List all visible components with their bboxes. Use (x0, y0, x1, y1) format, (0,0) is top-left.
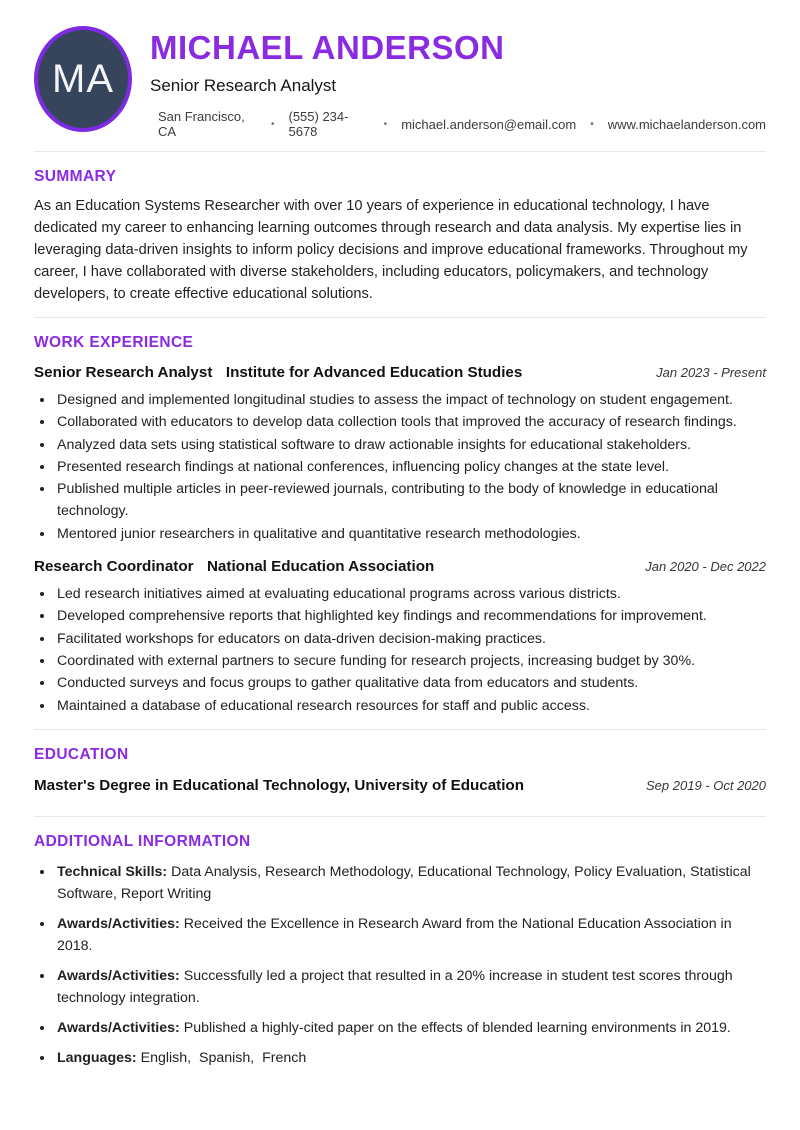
info-item-text: Successfully led a project that resulted in a 20% increase in student test scores through technology integration. (57, 967, 737, 1006)
contact-email: michael.anderson@email.com (401, 116, 577, 132)
job-company: Institute for Advanced Education Studies (225, 364, 523, 381)
education-degree: Master's Degree in Educational Technology, University of Education (34, 776, 524, 794)
additional-information-heading: ADDITIONAL INFORMATION (34, 832, 251, 850)
job-entry (34, 558, 766, 717)
contact-location: San Francisco, CA (158, 109, 245, 139)
job-title-block (34, 558, 434, 576)
bullet-item: • Published multiple articles in peer-reviewed journals, contributing to the body of knowledge in educational technology. (55, 478, 766, 523)
resume-header (34, 26, 766, 139)
section-additional-information (34, 833, 766, 1069)
education-entry (34, 777, 766, 794)
job-header-row (34, 364, 766, 382)
contact-phone: (555) 234-5678 (288, 109, 349, 139)
info-item (55, 861, 766, 905)
info-item-text: Data Analysis, Research Methodology, Educational Technology, Policy Evaluation, Statistical Software, Report Writing (57, 863, 755, 902)
info-item (55, 965, 766, 1009)
work-experience-heading: WORK EXPERIENCE (34, 334, 194, 351)
avatar-initials: MA (52, 56, 114, 101)
info-item (55, 913, 766, 957)
job-entry (34, 364, 766, 545)
section-divider (34, 317, 766, 318)
info-item-label: Technical Skills: (57, 863, 168, 880)
info-item-label: Awards/Activities: (57, 915, 180, 932)
section-work-experience (34, 334, 766, 717)
section-divider (34, 151, 766, 152)
summary-text: As an Education Systems Researcher with over 10 years of experience in educational technology, I have dedicated my career to enhancing learning outcomes through research and data analysis. My expertise lies in leveraging data-driven insights to inform policy decisions and improve educational frameworks. Throughout my career, I have collaborated with diverse stakeholders, including educators, policymakers, and technology developers, to create effective educational solutions. (34, 198, 748, 302)
education-dates: Sep 2019 - Oct 2020 (646, 777, 766, 793)
bullet-item: • Mentored junior researchers in qualitative and quantitative research methodologies. (55, 523, 766, 545)
header-job-title: Senior Research Analyst (150, 76, 337, 95)
bullet-item: • Presented research findings at national conferences, influencing policy changes at the state level. (55, 456, 766, 478)
bullet-item: • Maintained a database of educational research resources for staff and public access. (55, 695, 766, 717)
bullet-item: • Led research initiatives aimed at evaluating educational programs across various districts. (55, 583, 766, 605)
dot-separator-icon: • (383, 118, 388, 130)
job-dates: Jan 2023 - Present (656, 365, 766, 380)
bullet-item: • Conducted surveys and focus groups to gather qualitative data from educators and students. (55, 672, 766, 694)
section-divider (34, 816, 766, 817)
info-item (55, 1017, 766, 1039)
job-bullet-list (34, 583, 766, 717)
avatar (34, 26, 132, 132)
additional-info-list (34, 861, 766, 1069)
contact-row (158, 109, 766, 139)
job-role: Senior Research Analyst (34, 364, 213, 381)
dot-separator-icon: • (270, 118, 275, 130)
section-education (34, 746, 766, 794)
info-item-text: English, Spanish, French (140, 1049, 307, 1066)
page-title: MICHAEL ANDERSON (150, 29, 505, 66)
info-item-text: Published a highly-cited paper on the effects of blended learning environments in 2019. (183, 1019, 731, 1036)
job-header-row (34, 558, 766, 576)
job-bullet-list (34, 389, 766, 545)
info-item-label: Languages: (57, 1049, 137, 1066)
job-company: National Education Association (206, 558, 435, 576)
bullet-item: • Facilitated workshops for educators on data-driven decision-making practices. (55, 628, 766, 650)
header-text-block (150, 26, 766, 139)
bullet-item: • Collaborated with educators to develop data collection tools that improved the accuracy of research findings. (55, 411, 766, 433)
job-title-block (34, 364, 522, 382)
info-item-label: Awards/Activities: (57, 1019, 180, 1036)
section-summary (34, 168, 766, 305)
job-role: Research Coordinator (34, 558, 194, 576)
education-heading: EDUCATION (34, 745, 129, 763)
info-item (55, 1047, 766, 1069)
section-divider (34, 729, 766, 730)
summary-heading: SUMMARY (34, 168, 117, 185)
dot-separator-icon: • (590, 118, 594, 130)
bullet-item: • Designed and implemented longitudinal studies to assess the impact of technology on student engagement. (55, 389, 766, 411)
bullet-item: • Coordinated with external partners to secure funding for research projects, increasing budget by 30%. (55, 650, 766, 672)
contact-website: www.michaelanderson.com (607, 116, 766, 132)
info-item-label: Awards/Activities: (57, 967, 180, 984)
bullet-item: • Analyzed data sets using statistical software to draw actionable insights for educational stakeholders. (55, 434, 766, 456)
info-item-text: Received the Excellence in Research Award from the National Education Association in 2018. (57, 915, 736, 954)
job-dates: Jan 2020 - Dec 2022 (645, 559, 766, 575)
bullet-item: • Developed comprehensive reports that highlighted key findings and recommendations for improvement. (55, 605, 766, 627)
